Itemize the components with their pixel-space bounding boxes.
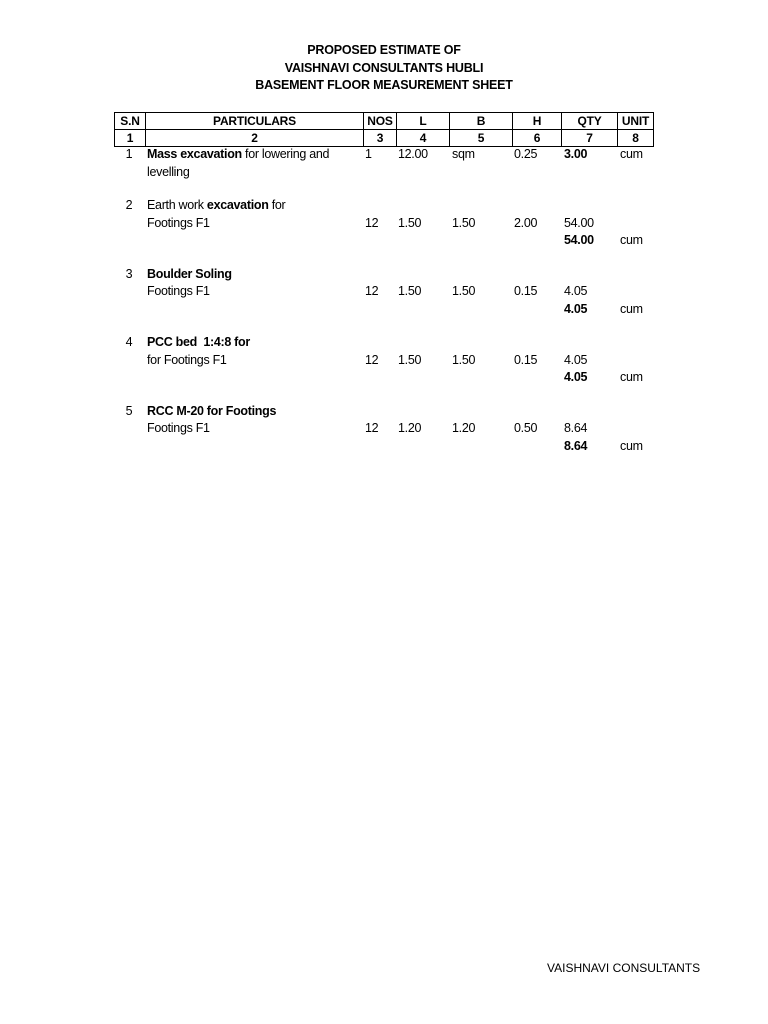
header-nos: NOS [364, 113, 397, 130]
colnum-8: 8 [618, 130, 654, 147]
item-breadth: 1.50 [452, 215, 476, 230]
item-qty: 8.64 [564, 421, 588, 435]
item-sn: 2 [125, 198, 133, 212]
item-unit: cum [620, 370, 643, 384]
item-qty: 54.00 [564, 215, 594, 230]
item-1-row-continued [0, 164, 768, 182]
item-description [147, 197, 285, 215]
item-2-row-total [0, 232, 768, 250]
item-total-qty: 8.64 [564, 438, 588, 453]
item-qty: 3.00 [564, 147, 588, 161]
item-nos: 12 [365, 421, 379, 435]
item-qty: 4.05 [564, 352, 588, 367]
item-5-row-total [0, 438, 768, 456]
item-length: 12.00 [398, 147, 428, 161]
colnum-1: 1 [115, 130, 146, 147]
item-breadth: 1.50 [452, 284, 476, 298]
item-heading: PCC bed 1:4:8 for [147, 335, 250, 349]
header-l: L [397, 113, 450, 130]
header-b: B [450, 113, 513, 130]
colnum-3: 3 [364, 130, 397, 147]
item-2-row-heading [0, 197, 768, 215]
item-description-rest: for lowering and [241, 147, 330, 161]
item-5-row-heading [0, 403, 768, 421]
item-unit: cum [620, 301, 643, 316]
colnum-5: 5 [450, 130, 513, 147]
measurement-table-header [114, 112, 654, 147]
page-footer: VAISHNAVI CONSULTANTS [547, 961, 701, 975]
item-unit: cum [620, 438, 643, 453]
item-height: 0.25 [514, 147, 538, 161]
title-line-1: PROPOSED ESTIMATE OF [307, 43, 461, 57]
item-unit: cum [620, 147, 643, 161]
item-nos: 1 [365, 147, 372, 161]
item-qty: 4.05 [564, 284, 588, 298]
header-row [115, 113, 654, 130]
item-length: 1.50 [398, 284, 422, 298]
item-nos: 12 [365, 352, 379, 367]
item-sn: 5 [125, 403, 133, 418]
item-sn: 4 [125, 335, 133, 349]
item-sn: 3 [125, 266, 133, 281]
item-nos: 12 [365, 284, 379, 298]
item-4-row-total [0, 369, 768, 387]
document-title [0, 42, 768, 95]
item-1-row-main [0, 146, 768, 164]
item-total-qty: 54.00 [564, 233, 594, 247]
item-total-qty: 4.05 [564, 370, 588, 384]
item-length: 1.20 [398, 421, 422, 435]
item-breadth: 1.50 [452, 352, 476, 367]
item-sub-description: Footings F1 [147, 284, 210, 298]
item-2-row-measure [0, 215, 768, 233]
title-line-2: VAISHNAVI CONSULTANTS HUBLI [284, 60, 484, 75]
colnum-6: 6 [513, 130, 562, 147]
header-particulars: PARTICULARS [146, 113, 364, 130]
colnum-2: 2 [146, 130, 364, 147]
item-nos: 12 [365, 215, 379, 230]
item-unit: cum [620, 233, 643, 247]
header-qty: QTY [562, 113, 618, 130]
colnum-4: 4 [397, 130, 450, 147]
item-4-row-heading [0, 334, 768, 352]
item-3-row-total [0, 301, 768, 319]
column-number-row [115, 130, 654, 147]
item-heading: Boulder Soling [147, 266, 232, 281]
item-description-pre: Earth work [147, 198, 207, 212]
colnum-7: 7 [562, 130, 618, 147]
item-5-row-measure [0, 420, 768, 438]
item-length: 1.50 [398, 215, 422, 230]
item-4-row-measure [0, 352, 768, 370]
item-length: 1.50 [398, 352, 422, 367]
item-heading: RCC M-20 for Footings [147, 403, 277, 418]
item-height: 0.15 [514, 284, 538, 298]
item-height: 0.15 [514, 352, 538, 367]
item-breadth: 1.20 [452, 421, 476, 435]
title-line-3: BASEMENT FLOOR MEASUREMENT SHEET [255, 78, 513, 92]
measurement-table-body [0, 146, 768, 455]
item-description-bold: Mass excavation [147, 147, 242, 161]
item-total-qty: 4.05 [564, 301, 588, 316]
item-description-post: for [268, 198, 286, 212]
item-sub-description: Footings F1 [147, 215, 210, 230]
item-sub-description: Footings F1 [147, 421, 210, 435]
item-sn: 1 [125, 147, 133, 161]
header-unit: UNIT [618, 113, 654, 130]
item-3-row-measure [0, 283, 768, 301]
item-description [147, 146, 329, 164]
header-h: H [513, 113, 562, 130]
header-sn: S.N [115, 113, 146, 130]
item-breadth: sqm [452, 147, 475, 161]
item-sub-description: for Footings F1 [147, 352, 227, 367]
item-description-line-2: levelling [147, 164, 190, 179]
item-3-row-heading [0, 266, 768, 284]
item-description-bold: excavation [206, 198, 269, 212]
item-height: 2.00 [514, 215, 538, 230]
item-height: 0.50 [514, 421, 538, 435]
